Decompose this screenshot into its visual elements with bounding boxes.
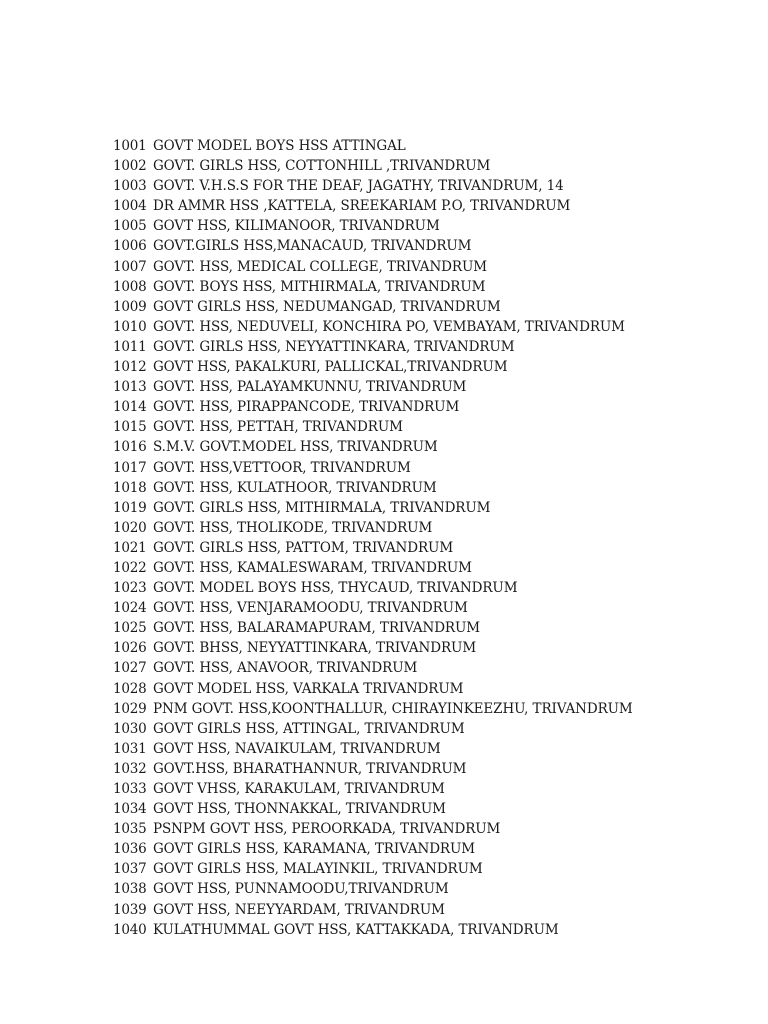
- school-name: GOVT GIRLS HSS, NEDUMANGAD, TRIVANDRUM: [153, 298, 501, 315]
- list-item: [113, 498, 633, 518]
- list-item: [113, 839, 633, 859]
- school-name: GOVT. HSS, KULATHOOR, TRIVANDRUM: [153, 479, 437, 496]
- school-name: GOVT HSS, NAVAIKULAM, TRIVANDRUM: [153, 740, 441, 757]
- list-item: [113, 337, 633, 357]
- list-item: [113, 216, 633, 236]
- school-name: GOVT. GIRLS HSS, PATTOM, TRIVANDRUM: [153, 539, 454, 556]
- school-name: GOVT. HSS, NEDUVELI, KONCHIRA PO, VEMBAYAM, TRIVANDRUM: [153, 318, 625, 335]
- school-name: KULATHUMMAL GOVT HSS, KATTAKKADA, TRIVANDRUM: [153, 921, 559, 938]
- list-item: [113, 518, 633, 538]
- list-item: [113, 859, 633, 879]
- school-name: GOVT. HSS, MEDICAL COLLEGE, TRIVANDRUM: [153, 258, 487, 275]
- school-code: 1014: [113, 399, 147, 416]
- school-code: 1034: [113, 801, 147, 818]
- school-code: 1022: [113, 559, 147, 576]
- school-name: GOVT. GIRLS HSS, MITHIRMALA, TRIVANDRUM: [153, 499, 491, 516]
- school-code: 1037: [113, 861, 147, 878]
- list-item: [113, 297, 633, 317]
- school-name: GOVT.HSS, BHARATHANNUR, TRIVANDRUM: [153, 760, 467, 777]
- school-name: GOVT. V.H.S.S FOR THE DEAF, JAGATHY, TRIVANDRUM, 14: [153, 178, 564, 195]
- list-item: [113, 478, 633, 498]
- school-name: GOVT. HSS, VENJARAMOODU, TRIVANDRUM: [153, 600, 468, 617]
- school-name: GOVT GIRLS HSS, KARAMANA, TRIVANDRUM: [153, 841, 475, 858]
- list-item: [113, 558, 633, 578]
- list-item: [113, 900, 633, 920]
- school-name: PNM GOVT. HSS,KOONTHALLUR, CHIRAYINKEEZHU, TRIVANDRUM: [153, 700, 633, 717]
- school-code: 1006: [113, 238, 147, 255]
- school-code: 1016: [113, 439, 147, 456]
- list-item: [113, 417, 633, 437]
- list-item: [113, 618, 633, 638]
- school-code: 1021: [113, 539, 147, 556]
- school-name: GOVT HSS, PUNNAMOODU,TRIVANDRUM: [153, 881, 449, 898]
- school-name: GOVT. HSS, PIRAPPANCODE, TRIVANDRUM: [153, 399, 460, 416]
- list-item: [113, 699, 633, 719]
- school-code: 1019: [113, 499, 147, 516]
- school-name: GOVT. GIRLS HSS, NEYYATTINKARA, TRIVANDRUM: [153, 338, 515, 355]
- list-item: [113, 236, 633, 256]
- school-name: DR AMMR HSS ,KATTELA, SREEKARIAM P.O, TRIVANDRUM: [153, 198, 571, 215]
- school-name: GOVT. HSS,VETTOOR, TRIVANDRUM: [153, 459, 411, 476]
- school-code: 1011: [113, 338, 147, 355]
- school-code: 1015: [113, 419, 147, 436]
- school-name: GOVT. BHSS, NEYYATTINKARA, TRIVANDRUM: [153, 640, 477, 657]
- school-code: 1020: [113, 519, 147, 536]
- school-name: GOVT HSS, NEEYYARDAM, TRIVANDRUM: [153, 901, 445, 918]
- list-item: [113, 317, 633, 337]
- school-code: 1013: [113, 379, 147, 396]
- list-item: [113, 759, 633, 779]
- list-item: [113, 739, 633, 759]
- school-code: 1018: [113, 479, 147, 496]
- list-item: [113, 719, 633, 739]
- school-code: 1038: [113, 881, 147, 898]
- school-code: 1031: [113, 740, 147, 757]
- school-name: GOVT. GIRLS HSS, COTTONHILL ,TRIVANDRUM: [153, 158, 491, 175]
- school-code: 1033: [113, 781, 147, 797]
- school-name: GOVT. HSS, PALAYAMKUNNU, TRIVANDRUM: [153, 379, 467, 396]
- school-name: GOVT. HSS, KAMALESWARAM, TRIVANDRUM: [153, 559, 472, 576]
- list-item: [113, 578, 633, 598]
- list-item: [113, 257, 633, 277]
- school-code: 1010: [113, 318, 147, 335]
- school-name: GOVT. HSS, ANAVOOR, TRIVANDRUM: [153, 660, 418, 677]
- school-code: 1005: [113, 218, 147, 235]
- school-code: 1007: [113, 258, 147, 275]
- list-item: [113, 196, 633, 216]
- school-code: 1027: [113, 660, 147, 677]
- list-item: [113, 156, 633, 176]
- list-item: [113, 437, 633, 457]
- list-item: [113, 658, 633, 678]
- school-code: 1004: [113, 198, 147, 215]
- school-code: 1001: [113, 138, 147, 154]
- school-name: GOVT GIRLS HSS, ATTINGAL, TRIVANDRUM: [153, 720, 465, 737]
- school-name: GOVT. HSS, THOLIKODE, TRIVANDRUM: [153, 519, 433, 536]
- school-code: 1029: [113, 700, 147, 717]
- list-item: [113, 799, 633, 819]
- school-code: 1012: [113, 359, 147, 376]
- list-item: [113, 779, 633, 799]
- school-name: GOVT. MODEL BOYS HSS, THYCAUD, TRIVANDRUM: [153, 580, 518, 597]
- school-code: 1024: [113, 600, 147, 617]
- school-name: GOVT MODEL HSS, VARKALA TRIVANDRUM: [153, 680, 464, 697]
- school-code: 1030: [113, 720, 147, 737]
- list-item: [113, 377, 633, 397]
- school-code: 1039: [113, 901, 147, 918]
- school-name: GOVT. BOYS HSS, MITHIRMALA, TRIVANDRUM: [153, 278, 486, 295]
- school-code: 1026: [113, 640, 147, 657]
- list-item: [113, 458, 633, 478]
- list-item: [113, 638, 633, 658]
- school-name: GOVT HSS, PAKALKURI, PALLICKAL,TRIVANDRUM: [153, 359, 508, 376]
- school-name: GOVT HSS, KILIMANOOR, TRIVANDRUM: [153, 218, 440, 235]
- list-item: [113, 920, 633, 940]
- school-name: S.M.V. GOVT.MODEL HSS, TRIVANDRUM: [153, 439, 438, 456]
- list-item: [113, 879, 633, 899]
- list-item: [113, 598, 633, 618]
- school-code: 1009: [113, 298, 147, 315]
- school-code: 1035: [113, 821, 147, 838]
- school-name: GOVT.GIRLS HSS,MANACAUD, TRIVANDRUM: [153, 238, 472, 255]
- list-item: [113, 277, 633, 297]
- school-name: GOVT. HSS, BALARAMAPURAM, TRIVANDRUM: [153, 620, 480, 637]
- list-item: [113, 538, 633, 558]
- school-code: 1036: [113, 841, 147, 858]
- school-name: GOVT GIRLS HSS, MALAYINKIL, TRIVANDRUM: [153, 861, 483, 878]
- school-name: GOVT MODEL BOYS HSS ATTINGAL: [153, 138, 406, 154]
- school-code: 1032: [113, 760, 147, 777]
- school-code: 1025: [113, 620, 147, 637]
- school-code: 1003: [113, 178, 147, 195]
- list-item: [113, 176, 633, 196]
- school-code: 1017: [113, 459, 147, 476]
- school-code: 1040: [113, 921, 147, 938]
- school-code: 1008: [113, 278, 147, 295]
- school-code: 1028: [113, 680, 147, 697]
- list-item: [113, 357, 633, 377]
- list-item: [113, 819, 633, 839]
- list-item: [113, 397, 633, 417]
- school-name: GOVT. HSS, PETTAH, TRIVANDRUM: [153, 419, 403, 436]
- school-name: PSNPM GOVT HSS, PEROORKADA, TRIVANDRUM: [153, 821, 501, 838]
- list-item: [113, 136, 633, 156]
- school-name: GOVT HSS, THONNAKKAL, TRIVANDRUM: [153, 801, 446, 818]
- school-code: 1002: [113, 158, 147, 175]
- list-item: [113, 679, 633, 699]
- school-list: [113, 136, 633, 940]
- school-code: 1023: [113, 580, 147, 597]
- school-name: GOVT VHSS, KARAKULAM, TRIVANDRUM: [153, 781, 445, 797]
